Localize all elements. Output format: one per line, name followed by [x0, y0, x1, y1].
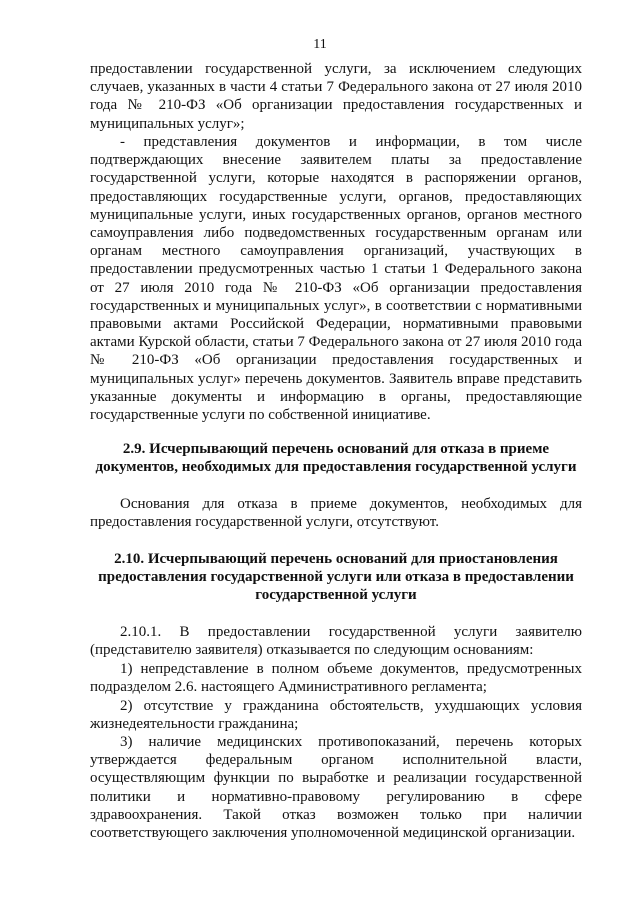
paragraph-no-grounds: Основания для отказа в приеме документов, необходимых для предоставления государственной услуги, отсутствуют. — [90, 496, 582, 531]
list-item-2: 2) отсутствие у гражданина обстоятельств, ухудшающих условия жизнедеятельности гражданина; — [90, 698, 582, 733]
list-item-3: 3) наличие медицинских противопоказаний, перечень которых утверждается федеральным органом исполнительной власти, осуществляющим функции по выработке и реализации государственной политики и нормативно-правовому регулированию в сфере здравоохранения. Такой отказ возможен только при наличии соответствующего заключения уполномоченной медицинской организации. — [90, 734, 582, 842]
list-item-1: 1) непредставление в полном объеме документов, предусмотренных подразделом 2.6. настоящего Административного регламента; — [90, 661, 582, 696]
page-number: 11 — [313, 37, 327, 52]
section-heading-2-10: 2.10. Исчерпывающий перечень оснований для приостановления предоставления государственной услуги или отказа в предоставлении государственной услуги — [98, 551, 574, 604]
paragraph-continuation: предоставлении государственной услуги, за исключением следующих случаев, указанных в части 4 статьи 7 Федерального закона от 27 июля 2010 года № 210-ФЗ «Об организации предоставления государственных и муниципальных услуг»; — [90, 61, 582, 132]
paragraph-2-10-1: 2.10.1. В предоставлении государственной услуги заявителю (представителю заявителя) отказывается по следующим основаниям: — [90, 624, 582, 659]
section-heading-2-9: 2.9. Исчерпывающий перечень оснований для отказа в приеме документов, необходимых для предоставления государственной услуги — [95, 441, 577, 476]
paragraph-exception-list-item: - представления документов и информации, в том числе подтверждающих внесение заявителем платы за предоставление государственной услуги, которые находятся в распоряжении органов, предоставляющих государственные услуги, органов, предоставляющих муниципальные услуги, иных государственных органов, органов местного самоуправления либо подведомственных государственным органам или органам местного самоуправления организаций, участвующих в предоставлении предусмотренных частью 1 статьи 1 Федерального закона от 27 июля 2010 года № 210-ФЗ «Об организации предоставления государственных и муниципальных услуг», в соответствии с нормативными правовыми актами Российской Федерации, нормативными правовыми актами Курской области, статьи 7 Федерального закона от 27 июля 2010 года № 210-ФЗ «Об организации предоставления государственных и муниципальных услуг» перечень документов. Заявитель вправе представить указанные документы и информацию в органы, предоставляющие государственные услуги по собственной инициативе. — [90, 134, 582, 424]
